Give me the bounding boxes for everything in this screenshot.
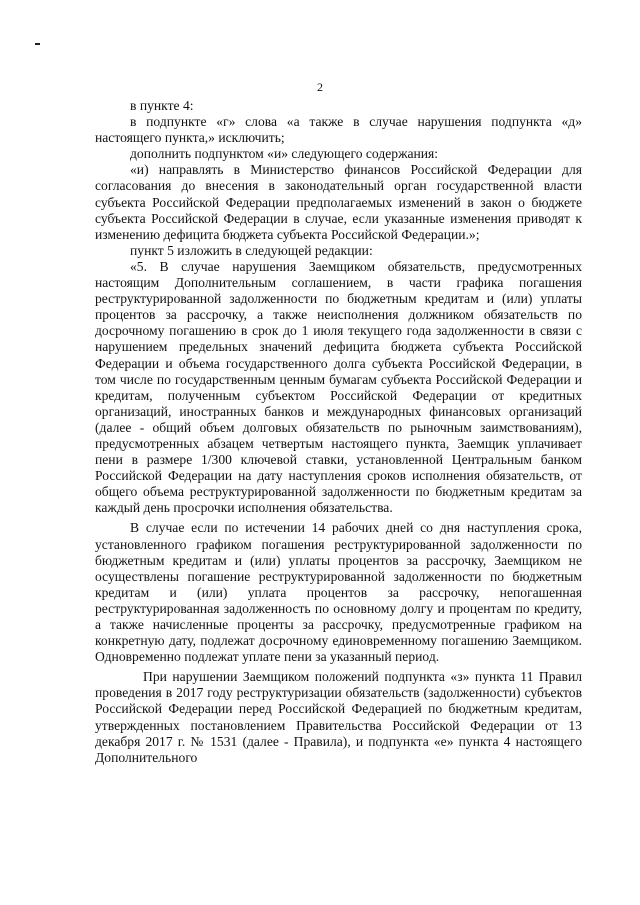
scan-mark	[35, 43, 40, 45]
page-number: 2	[317, 80, 323, 94]
paragraph-point-4: в пункте 4:	[130, 98, 194, 113]
document-body	[95, 98, 582, 766]
paragraph-add-subpoint-i: дополнить подпунктом «и» следующего содержания:	[130, 146, 439, 162]
paragraph-subpoint-i-text: «и) направлять в Министерство финансов Российской Федерации для согласования до внесения в законодательный орган государственной власти субъекта Российской Федерации предполагаемых изменений в закон о бюджете субъекта Российской Федерации в случае, если указанные изменения приводят к изменению дефицита бюджета субъекта Российской Федерации.»;	[95, 162, 582, 242]
paragraph-point-5-text: «5. В случае нарушения Заемщиком обязательств, предусмотренных настоящим Дополнительным соглашением, в части графика погашения реструктурированной задолженности по бюджетным кредитам и (или) уплаты процентов за рассрочку, а также неисполнения должником обязательств по досрочному погашению в срок до 1 июля текущего года задолженности в связи с нарушением предельных значений дефицита бюджета субъекта Российской Федерации и объема государственного долга субъекта Российской Федерации, в том числе по государственным ценным бумагам субъекта Российской Федерации и кредитам, полученным субъектом Российской Федерации от кредитных организаций, иностранных банков и международных финансовых организаций (далее - общий объем долговых обязательств по рыночным заимствованиям), предусмотренных абзацем четвертым настоящего пункта, Заемщик уплачивает пени в размере 1/300 ключевой ставки, установленной Центральным банком Российской Федерации на дату наступления сроков исполнения обязательств, от общего объема реструктурированной задолженности по бюджетным кредитам за каждый день просрочки исполнения обязательства.	[95, 258, 582, 516]
paragraph-rules-violation: При нарушении Заемщиком положений подпункта «з» пункта 11 Правил проведения в 2017 году реструктуризации обязательств (задолженности) субъектов Российской Федерации перед Российской Федерацией по бюджетным кредитам, утвержденных постановлением Правительства Российской Федерации от 13 декабря 2017 г. № 1531 (далее - Правила), и подпункта «е» пункта 4 настоящего Дополнительного	[95, 669, 582, 765]
paragraph-subpoint-g: в подпункте «г» слова «а также в случае нарушения подпункта «д» настоящего пункта,» исключить;	[95, 114, 582, 146]
paragraph-early-repayment: В случае если по истечении 14 рабочих дней со дня наступления срока, установленного графиком погашения реструктурированной задолженности по бюджетным кредитам и (или) уплаты процентов за рассрочку, Заемщиком не осуществлены погашение реструктурированной задолженности по бюджетным кредитам и (или) уплата процентов за рассрочку, непогашенная реструктурированная задолженность по основному долгу и процентам по кредиту, а также начисленные проценты за рассрочку, предусмотренные графиком на конкретную дату, подлежат досрочному единовременному погашению Заемщиком. Одновременно подлежат уплате пени за указанный период.	[95, 520, 582, 665]
paragraph-point-5-intro: пункт 5 изложить в следующей редакции:	[130, 242, 373, 258]
